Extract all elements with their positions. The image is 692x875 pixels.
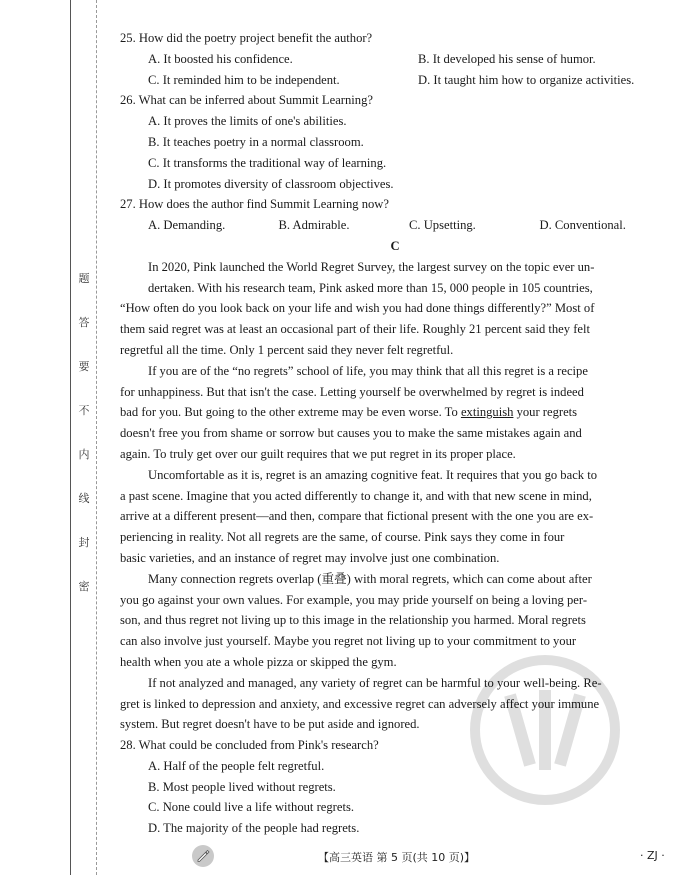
option-b[interactable]: B. It teaches poetry in a normal classroom.	[148, 134, 364, 149]
footer-code: · ZJ ·	[640, 849, 665, 862]
text-line: health when you ate a whole pizza or skipped the gym.	[120, 654, 397, 669]
text-line: a past scene. Imagine that you acted differently to change it, and with that new scene in mind,	[120, 488, 592, 503]
text-line: them said regret was at least an occasional part of their life. Roughly 21 percent said they felt	[120, 322, 591, 337]
option-b[interactable]: B. Most people lived without regrets.	[148, 779, 336, 794]
margin-char: 要	[78, 360, 90, 373]
option-b[interactable]: B. Admirable.	[278, 218, 350, 233]
option-c[interactable]: C. It reminded him to be independent.	[148, 72, 340, 87]
margin-char: 答	[78, 316, 90, 329]
underlined-word: extinguish	[460, 405, 514, 420]
option-c[interactable]: C. Upsetting.	[409, 218, 476, 233]
text-line	[120, 402, 670, 423]
text-segment: bad for you. But going to the other extreme may be even worse. To	[120, 405, 461, 420]
option-a[interactable]: A. It boosted his confidence.	[148, 51, 293, 66]
text-line: In 2020, Pink launched the World Regret Survey, the largest survey on the topic ever un-	[148, 259, 595, 274]
option-d[interactable]: D. The majority of the people had regrets.	[148, 821, 360, 836]
text-line: dertaken. With his research team, Pink asked more than 15, 000 people in 105 countries,	[148, 280, 593, 295]
text-line: Uncomfortable as it is, regret is an amazing cognitive feat. It requires that you go back to	[148, 467, 598, 482]
page-footer	[0, 845, 692, 867]
passage-paragraph	[120, 361, 670, 465]
options-row	[120, 70, 670, 91]
options-row	[120, 49, 670, 70]
passage-paragraph	[120, 465, 670, 569]
binding-dashed-line	[96, 0, 97, 875]
text-line: Many connection regrets overlap (重叠) with moral regrets, which can come about after	[148, 571, 592, 586]
text-line: system. But regret doesn't have to be put aside and ignored.	[120, 717, 420, 732]
option-c[interactable]: C. None could live a life without regrets.	[148, 800, 354, 815]
question-stem: 28. What could be concluded from Pink's research?	[120, 738, 379, 753]
option-d[interactable]: D. Conventional.	[539, 218, 626, 233]
option-c[interactable]: C. It transforms the traditional way of learning.	[148, 155, 387, 170]
margin-char: 题	[78, 272, 90, 285]
option-b[interactable]: B. It developed his sense of humor.	[418, 51, 596, 66]
text-line: for unhappiness. But that isn't the case. Letting yourself be overwhelmed by regret is indeed	[120, 384, 584, 399]
margin-char: 线	[78, 492, 90, 505]
question-stem: 27. How does the author find Summit Learning now?	[120, 197, 389, 212]
option-a[interactable]: A. It proves the limits of one's abilities.	[148, 114, 347, 129]
question-stem: 26. What can be inferred about Summit Learning?	[120, 93, 373, 108]
options-row	[120, 215, 670, 236]
text-line: can also involve just yourself. Maybe you regret not living up to your commitment to your	[120, 634, 577, 649]
text-line: basic varieties, and an instance of regret may involve just one combination.	[120, 550, 500, 565]
margin-char: 封	[78, 536, 90, 549]
text-line: regretful all the time. Only 1 percent said they never felt regretful.	[120, 342, 454, 357]
text-segment: your regrets	[513, 405, 578, 420]
text-line: doesn't free you from shame or sorrow but causes you to make the same mistakes again and	[120, 426, 582, 441]
text-line: periencing in reality. Not all regrets are the same, of course. Pink says they come in four	[120, 530, 565, 545]
text-line: you go against your own values. For example, you may pride yourself on being a loving per-	[120, 592, 588, 607]
question-stem: 25. How did the poetry project benefit the author?	[120, 31, 373, 45]
option-d[interactable]: D. It promotes diversity of classroom objectives.	[148, 176, 394, 191]
margin-notes	[76, 270, 92, 622]
margin-char: 不	[78, 404, 90, 417]
page-indicator: 【高三英语 第 5 页(共 10 页)】	[318, 851, 476, 864]
text-line: gret is linked to depression and anxiety, and excessive regret can adversely affect your immune	[120, 696, 600, 711]
passage-paragraph	[120, 257, 670, 361]
section-label: C	[390, 238, 400, 253]
binding-line	[70, 0, 71, 875]
margin-char: 内	[78, 448, 90, 461]
pencil-icon	[192, 845, 214, 867]
text-line: If not analyzed and managed, any variety of regret can be harmful to your well-being. Re-	[148, 675, 602, 690]
text-line: If you are of the “no regrets” school of life, you may think that all this regret is a recipe	[148, 363, 588, 378]
option-a[interactable]: A. Demanding.	[148, 218, 226, 233]
option-a[interactable]: A. Half of the people felt regretful.	[148, 758, 325, 773]
text-line: “How often do you look back on your life and wish you had done things differently?” Most of	[120, 301, 595, 316]
margin-char: 密	[78, 580, 90, 593]
text-line: again. To truly get over our guilt requires that we put regret in its proper place.	[120, 446, 516, 461]
watermark-logo	[470, 655, 620, 805]
text-line: arrive at a different present—and then, compare that fictional present with the one you are ex-	[120, 509, 594, 524]
option-d[interactable]: D. It taught him how to organize activities.	[418, 72, 635, 87]
text-line: son, and thus regret not living up to this image in the relationship you harmed. Moral regrets	[120, 613, 586, 628]
